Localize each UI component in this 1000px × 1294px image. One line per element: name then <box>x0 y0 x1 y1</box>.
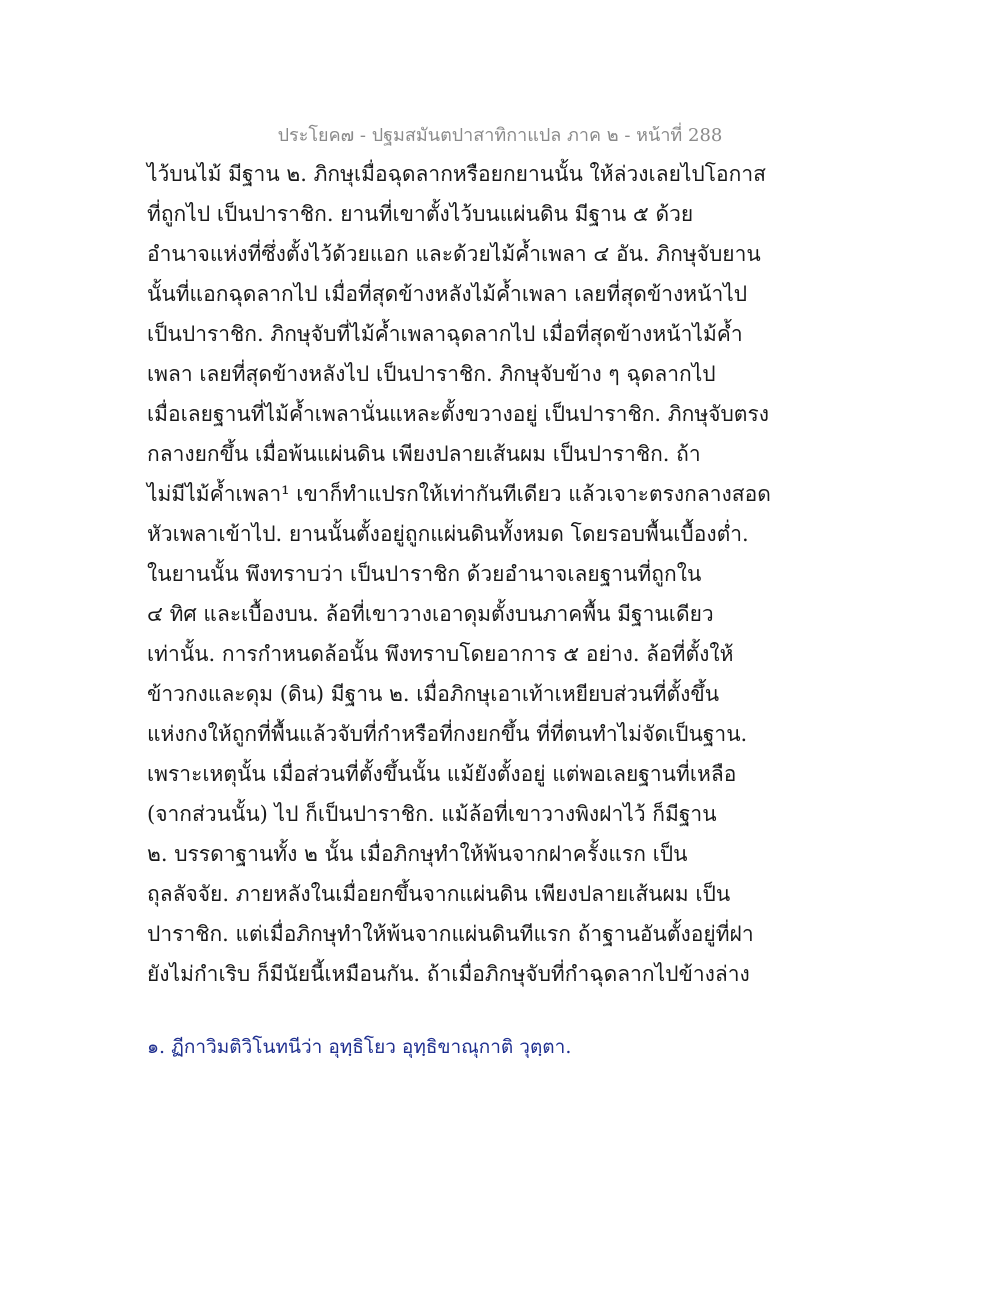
text-line: ปาราชิก. แต่เมื่อภิกษุทำให้พ้นจากแผ่นดินทีแรก ถ้าฐานอันตั้งอยู่ที่ฝา <box>147 922 754 946</box>
text-line: ยังไม่กำเริบ ก็มีนัยนี้เหมือนกัน. ถ้าเมื่อภิกษุจับที่กำฉุดลากไปข้างล่าง <box>147 962 750 986</box>
text-line: หัวเพลาเข้าไป. ยานนั้นตั้งอยู่ถูกแผ่นดินทั้งหมด โดยรอบพื้นเบื้องต่ำ. <box>147 522 749 546</box>
text-line: เป็นปาราชิก. ภิกษุจับที่ไม้ค้ำเพลาฉุดลากไป เมื่อที่สุดข้างหน้าไม้ค้ำ <box>147 322 743 346</box>
text-line: แห่งกงให้ถูกที่พื้นแล้วจับที่กำหรือที่กงยกขึ้น ที่ที่ตนทำไม่จัดเป็นฐาน. <box>147 722 748 746</box>
text-line: ไม่มีไม้ค้ำเพลา¹ เขาก็ทำแปรกให้เท่ากันทีเดียว แล้วเจาะตรงกลางสอด <box>147 482 771 506</box>
page-header: ประโยค๗ - ปฐมสมันตปาสาทิกาแปล ภาค ๒ - หน้าที่ 288 <box>277 125 723 146</box>
text-line: เมื่อเลยฐานที่ไม้ค้ำเพลานั่นแหละตั้งขวางอยู่ เป็นปาราชิก. ภิกษุจับตรง <box>147 402 769 426</box>
text-line: ถุลลัจจัย. ภายหลังในเมื่อยกขึ้นจากแผ่นดิน เพียงปลายเส้นผม เป็น <box>147 882 731 906</box>
text-line: กลางยกขึ้น เมื่อพ้นแผ่นดิน เพียงปลายเส้นผม เป็นปาราชิก. ถ้า <box>147 442 701 466</box>
text-line: ที่ถูกไป เป็นปาราชิก. ยานที่เขาตั้งไว้บนแผ่นดิน มีฐาน ๕ ด้วย <box>147 202 694 226</box>
text-line: ไว้บนไม้ มีฐาน ๒. ภิกษุเมื่อฉุดลากหรือยกยานนั้น ให้ล่วงเลยไปโอกาส <box>147 162 766 186</box>
text-line: ๔ ทิศ และเบื้องบน. ล้อที่เขาวางเอาดุมตั้งบนภาคพื้น มีฐานเดียว <box>147 602 714 626</box>
text-line: ข้าวกงและดุม (ดิน) มีฐาน ๒. เมื่อภิกษุเอาเท้าเหยียบส่วนที่ตั้งขึ้น <box>147 682 720 706</box>
text-line: เท่านั้น. การกำหนดล้อนั้น พึงทราบโดยอาการ ๕ อย่าง. ล้อที่ตั้งให้ <box>147 642 734 666</box>
body-text <box>147 154 787 994</box>
footnote: ๑. ฏีกาวิมติวิโนทนีว่า อุทฺธิโยว อุทฺธิขาณุกาติ วุตฺตา. <box>147 1036 572 1058</box>
text-line: นั้นที่แอกฉุดลากไป เมื่อที่สุดข้างหลังไม้ค้ำเพลา เลยที่สุดข้างหน้าไป <box>147 282 748 306</box>
text-line: เพลา เลยที่สุดข้างหลังไป เป็นปาราชิก. ภิกษุจับข้าง ๆ ฉุดลากไป <box>147 362 716 386</box>
text-line: ในยานนั้น พึงทราบว่า เป็นปาราชิก ด้วยอำนาจเลยฐานที่ถูกใน <box>147 562 702 586</box>
text-line: เพราะเหตุนั้น เมื่อส่วนที่ตั้งขึ้นนั้น แม้ยังตั้งอยู่ แต่พอเลยฐานที่เหลือ <box>147 762 737 786</box>
text-line: อำนาจแห่งที่ซึ่งตั้งไว้ด้วยแอก และด้วยไม้ค้ำเพลา ๔ อัน. ภิกษุจับยาน <box>147 242 761 266</box>
text-line: (จากส่วนนั้น) ไป ก็เป็นปาราชิก. แม้ล้อที่เขาวางพิงฝาไว้ ก็มีฐาน <box>147 802 717 826</box>
text-line: ๒. บรรดาฐานทั้ง ๒ นั้น เมื่อภิกษุทำให้พ้นจากฝาครั้งแรก เป็น <box>147 842 688 866</box>
